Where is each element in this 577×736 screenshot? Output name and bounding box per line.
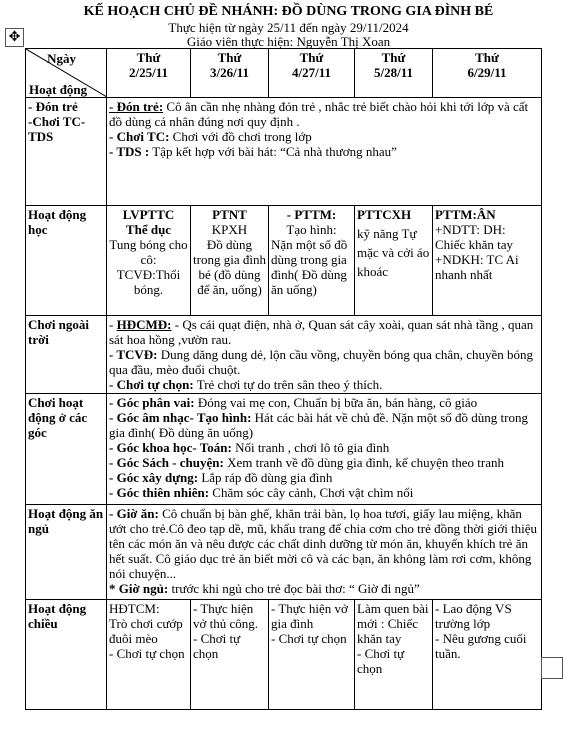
- plan-period: Thực hiện từ ngày 25/11 đến ngày 29/11/2024: [168, 20, 409, 35]
- row-label-learning: Hoạt động học: [26, 206, 107, 316]
- learning-thu: PTTCXH kỹ năng Tự mặc và cởi áo khoác: [355, 206, 433, 316]
- day-header-wed: Thứ 4/27/11: [269, 49, 355, 98]
- header-row: [26, 49, 542, 98]
- corner-cell: [26, 49, 107, 98]
- learning-fri: PTTM:ÂN +NDTT: DH: Chiếc khăn tay +NDKH: TC Ai nhanh nhất: [433, 206, 542, 316]
- corner-item: - Góc Sách - chuyện: Xem tranh về đồ dùng gia đình, kể chuyện theo tranh: [109, 455, 504, 470]
- outdoor-content: - HĐCMĐ: - Qs cái quạt điện, nhà ở, Quan sát cây xoài, quan sát nhà tầng , quan sát hoa hồng ,vườn rau. - TCVĐ: Dung dăng dung dẻ, lộn cầu vồng, chuyền bóng qua chân, chuyền bóng qua đầu, mèo đuổi chuột. - Chơi tự chọn: Trẻ chơi tự do trên sân theo ý thích.: [107, 316, 542, 394]
- row-outdoor: [26, 316, 542, 394]
- day-header-tue: Thứ 3/26/11: [191, 49, 269, 98]
- weekly-plan-table: [25, 48, 542, 710]
- meals-content: - Giờ ăn: Cô chuẩn bị bàn ghế, khăn trải bàn, lọ hoa tươi, giấy lau miệng, khăn ướt cho trẻ.Cô đeo tạp dề, mũ, khẩu trang để chia cơm cho trẻ đồng thời giới thiệu tên các món ăn và nêu được các chất dinh dưỡng từ món ăn, khuyến khích trẻ ăn hết suất. Cô giáo dục trẻ ăn biết mời cô và các bạn, ăn không làm rơi cơm, không nói chuyện... * Giờ ngủ: trước khi ngủ cho trẻ đọc bài thơ: “ Giờ đi ngủ”: [107, 505, 542, 600]
- day-header-fri: Thứ 6/29/11: [433, 49, 542, 98]
- afternoon-tue: - Thực hiện vở thủ công. - Chơi tự chọn: [191, 600, 269, 710]
- row-label-afternoon: Hoạt động chiều: [26, 600, 107, 710]
- learning-wed: - PTTM: Tạo hình: Nặn một số đồ dùng trong gia đình( Đồ dùng ăn uống): [269, 206, 355, 316]
- corner-item: - Góc khoa học- Toán: Nối tranh , chơi lô tô gia đình: [109, 440, 390, 455]
- corner-item: - Góc xây dựng: Lắp ráp đồ dùng gia đình: [109, 470, 333, 485]
- learning-tue: PTNT KPXH Đồ dùng trong gia đình bé (đồ dùng để ăn, uống): [191, 206, 269, 316]
- afternoon-thu: Làm quen bài mới : Chiếc khăn tay - Chơi tự chọn: [355, 600, 433, 710]
- corners-content: [107, 394, 542, 505]
- corner-item: - Góc thiên nhiên: Chăm sóc cây cảnh, Chơi vật chìm nổi: [109, 485, 414, 500]
- document-title: KẾ HOẠCH CHỦ ĐỀ NHÁNH: ĐỒ DÙNG TRONG GIA ĐÌNH BÉ: [83, 4, 494, 19]
- afternoon-fri: - Lao động VS trường lớp - Nêu gương cuối tuần.: [433, 600, 542, 710]
- move-arrows-icon[interactable]: ✥: [5, 28, 24, 47]
- row-label-outdoor: Chơi ngoài trời: [26, 316, 107, 394]
- row-afternoon: [26, 600, 542, 710]
- day-header-thu: Thứ 5/28/11: [355, 49, 433, 98]
- corner-activity-label: Hoạt động: [29, 82, 88, 97]
- teacher-name: Giáo viên thực hiện: Nguyễn Thị Xoan: [186, 34, 391, 49]
- learning-mon: LVPTTC Thể dục Tung bóng cho cô: TCVĐ:Thổi bóng.: [107, 206, 191, 316]
- row-corners: [26, 394, 542, 505]
- row-welcome: [26, 98, 542, 206]
- row-label-corners: Chơi hoạt động ở các góc: [26, 394, 107, 505]
- day-header-mon: Thứ 2/25/11: [107, 49, 191, 98]
- row-meals: [26, 505, 542, 600]
- afternoon-mon: HĐTCM: Trò chơi cướp đuôi mèo - Chơi tự chọn: [107, 600, 191, 710]
- corner-day-label: Ngày: [47, 51, 76, 66]
- row-label-meals: Hoạt động ăn ngủ: [26, 505, 107, 600]
- resize-handle-icon[interactable]: [541, 657, 563, 679]
- row-label-welcome: - Đón trẻ -Chơi TC-TDS: [26, 98, 107, 206]
- welcome-content: - Đón trẻ: Cô ân cần nhẹ nhàng đón trẻ , nhắc trẻ biết chào hỏi khi tới lớp và cất đồ dùng cá nhân đúng nơi quy định . - Chơi TC: Chơi với đồ chơi trong lớp - TDS : Tập kết hợp với bài hát: “Cả nhà thương nhau”: [107, 98, 542, 206]
- afternoon-wed: - Thực hiện vở gia đình - Chơi tự chọn: [269, 600, 355, 710]
- corner-item: - Góc âm nhạc- Tạo hình: Hát các bài hát về chủ đề. Nặn một số đồ dùng trong gia đình( Đồ dùng ăn uống): [109, 410, 528, 440]
- corner-item: - Góc phân vai: Đóng vai mẹ con, Chuẩn bị bữa ăn, bán hàng, cô giáo: [109, 395, 478, 410]
- row-learning: [26, 206, 542, 316]
